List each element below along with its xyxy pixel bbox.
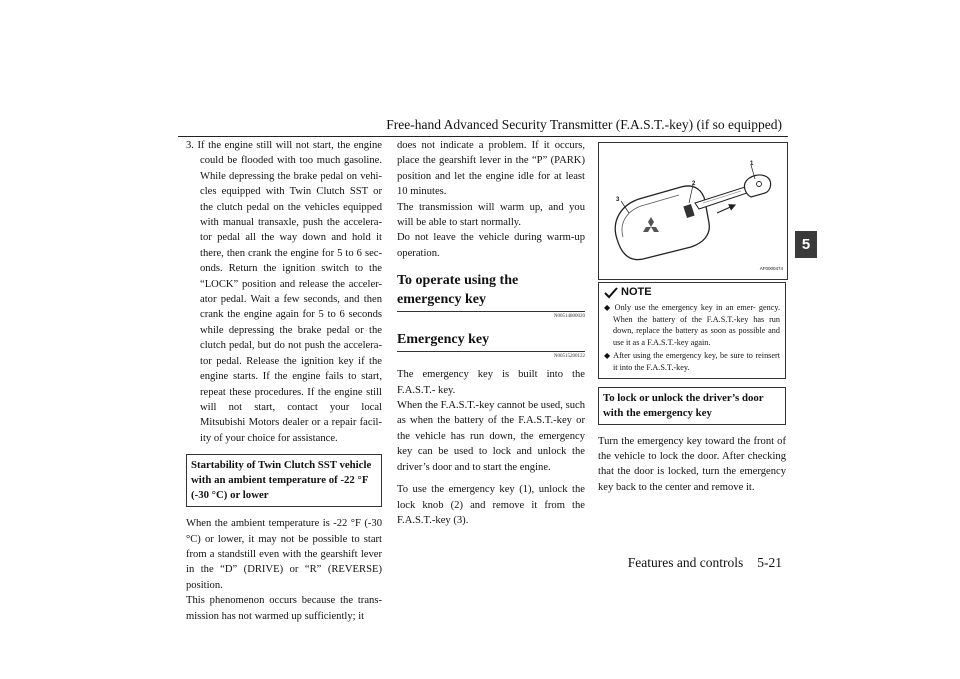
note-item: ◆ After using the emergency key, be sure to reinsert it into the F.A.S.T.-key. bbox=[604, 351, 780, 372]
emergency-key-illustration bbox=[598, 142, 788, 280]
footer-section: Features and controls bbox=[627, 555, 744, 570]
note-header bbox=[604, 285, 780, 300]
heading-rule bbox=[397, 311, 585, 312]
subheading-startability: Startability of Twin Clutch SST vehicle with an ambient temperature of -22 °F (-30 °C) or lower bbox=[191, 459, 372, 502]
column-2 bbox=[397, 138, 585, 528]
note-box bbox=[598, 282, 786, 379]
running-header: Free-hand Advanced Security Transmitter (F.A.S.T.-key) (if so equipped) bbox=[386, 117, 782, 132]
column-3 bbox=[598, 138, 786, 495]
page-number: 5-21 bbox=[757, 555, 782, 570]
paragraph: Do not leave the vehicle during warm-up operation. bbox=[397, 232, 585, 259]
note-item: ◆ Only use the emergency key in an emer- gency. When the battery of the F.A.S.T.-key has run down, replace the battery as soon as possible and use it as a F.A.S.T.-key again. bbox=[604, 303, 780, 347]
paragraph: Turn the emergency key toward the front of the vehicle to lock the door. After checking that the door is locked, turn the emergency key back to the center and remove it. bbox=[598, 435, 786, 493]
column-1 bbox=[186, 138, 382, 624]
paragraph: When the F.A.S.T.-key cannot be used, such as when the battery of the F.A.S.T.-key or the vehicle has run down, the emergency key can be used to lock and unlock the driver’s door and to start the engine. bbox=[397, 400, 585, 473]
callout-1: 1 bbox=[750, 161, 754, 167]
subheading-lock-unlock: To lock or unlock the driver’s door with the emergency key bbox=[603, 391, 764, 419]
paragraph: When the ambient temperature is -22 °F (-30 °C) or lower, it may not be possible to start from a standstill even with the gearshift lever in the “D” (DRIVE) or “R” (REVERSE) position. bbox=[186, 518, 382, 591]
heading-rule bbox=[397, 351, 585, 352]
chapter-tab: 5 bbox=[795, 231, 817, 258]
step-3: 3. If the engine still will not start, the engine could be flooded with too much gasoline. While depressing the brake pedal on vehi- cles equipped with Twin Clutch SST or the clutch pedal on the vehicles equipped with manual transaxle, push the accelera- tor pedal all the way down and hold it there, then crank the engine for 5 to 6 sec- onds. Return the ignition switch to the “LOCK” position and release the acceler- ator pedal. Wait a few seconds, and then crank the engine again for 5 to 6 seconds while depressing the brake pedal or the clutch pedal, but do not push the accelera- tor pedal. Release the ignition key if the engine starts. If the engine fails to start, repeat these procedures. If the engine still will not start, contact your local Mitsubishi Motors dealer or a repair facil- ity of your choice for assistance. bbox=[186, 140, 382, 444]
header-rule bbox=[178, 136, 788, 137]
bullet-icon: ◆ bbox=[604, 303, 615, 312]
note-icon bbox=[604, 287, 618, 299]
section-heading-emergency-key: Emergency key bbox=[397, 332, 490, 348]
section-code: N00515200122 bbox=[553, 354, 585, 360]
subheading-box-lock-unlock bbox=[598, 387, 786, 425]
figure-code: AF0000474 bbox=[759, 265, 783, 271]
section-code: N00514800020 bbox=[553, 314, 585, 320]
paragraph: The emergency key is built into the F.A.S.T.- key. bbox=[397, 369, 585, 396]
page-footer bbox=[628, 555, 782, 571]
bullet-icon: ◆ bbox=[604, 351, 614, 361]
callout-2: 2 bbox=[692, 181, 696, 187]
section-heading-emergency-key-operation: To operate using the emergency key bbox=[397, 273, 519, 308]
paragraph: To use the emergency key (1), unlock the lock knob (2) and remove it from the F.A.S.T.-key (3). bbox=[397, 484, 585, 526]
subheading-box-startability bbox=[186, 454, 382, 507]
note-title: NOTE bbox=[621, 286, 652, 298]
paragraph: The transmission will warm up, and you will be able to start normally. bbox=[397, 201, 585, 229]
paragraph: does not indicate a problem. If it occurs, place the gearshift lever in the “P” (PARK) position and let the engine idle for at least 10 minutes. bbox=[397, 140, 585, 198]
paragraph: This phenomenon occurs because the trans- mission has not warmed up sufficiently; it bbox=[186, 595, 382, 622]
callout-3: 3 bbox=[616, 197, 620, 203]
